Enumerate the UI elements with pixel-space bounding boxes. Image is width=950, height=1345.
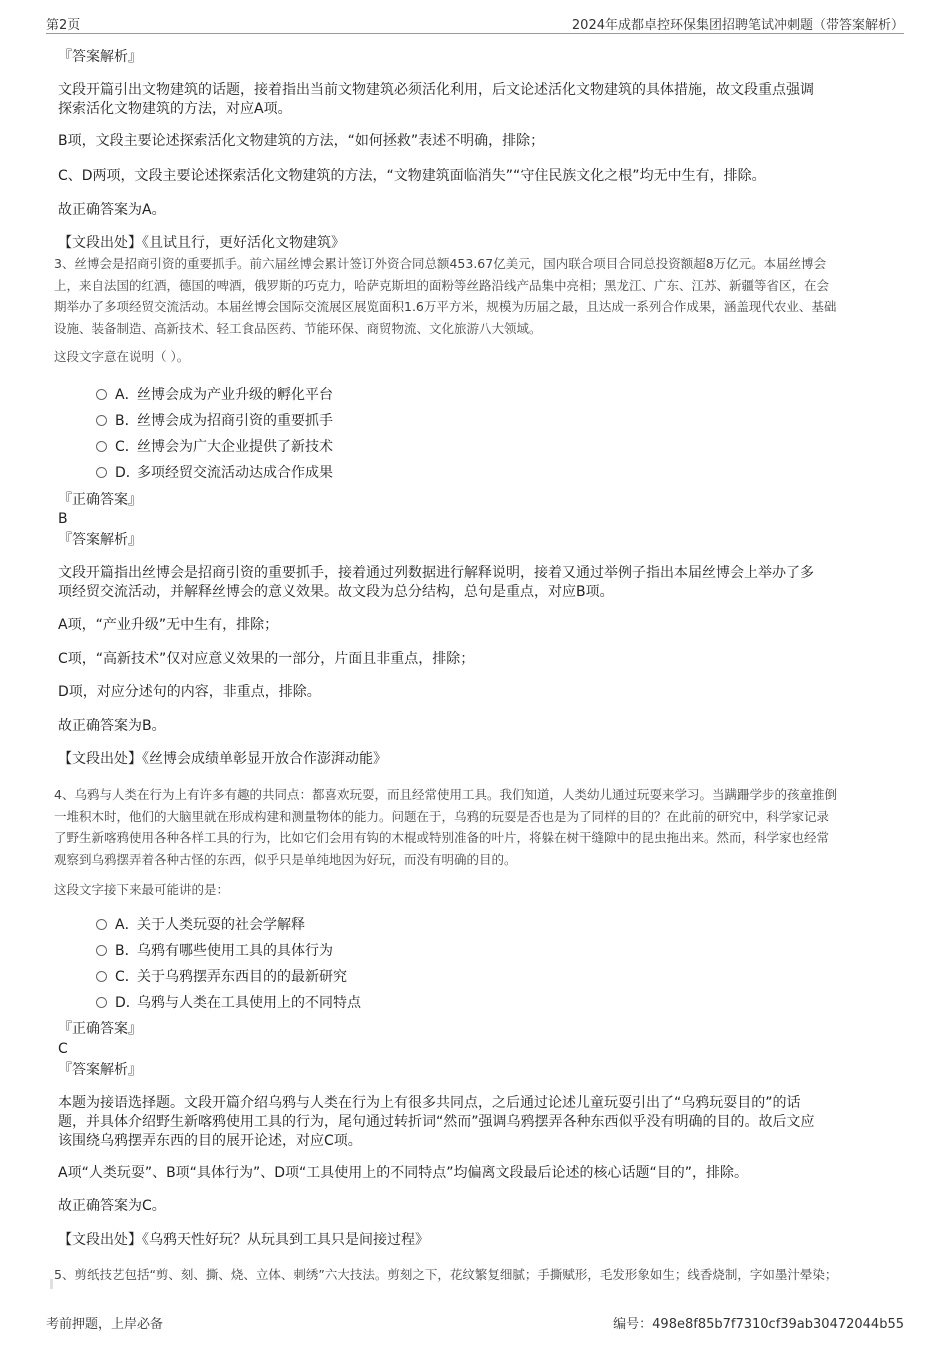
analysis-label: 『答案解析』 [58, 49, 142, 65]
document-title: 2024年成都卓控环保集团招聘笔试冲刺题（带答案解析） [571, 18, 904, 33]
question-4-option-c[interactable]: C．关于乌鸦摆弄东西目的的最新研究 [96, 966, 347, 986]
analysis-line: 探索活化文物建筑的方法，对应A项。 [58, 101, 292, 117]
correct-answer-label: 『正确答案』 [58, 492, 142, 508]
question-4-prompt: 这段文字接下来最可能讲的是： [54, 882, 230, 897]
analysis-options-abd: A项“人类玩耍”、B项“具体行为”、D项“工具使用上的不同特点”均偏离文段最后论述的核心话题“目的”，排除。 [58, 1165, 748, 1181]
question-3-option-a[interactable]: A．丝博会成为产业升级的孵化平台 [96, 384, 333, 404]
footer-slogan: 考前押题，上岸必备 [46, 1317, 164, 1332]
radio-icon[interactable] [96, 971, 107, 982]
radio-icon[interactable] [96, 945, 107, 956]
correct-answer-value: B [58, 511, 68, 527]
radio-icon[interactable] [96, 415, 107, 426]
analysis-line: 该围绕乌鸦摆弄东西的目的展开论述，对应C项。 [58, 1133, 362, 1149]
analysis-option-a: A项，“产业升级”无中生有，排除； [58, 617, 279, 633]
radio-icon[interactable] [96, 441, 107, 452]
analysis-option-cd: C、D两项，文段主要论述探索活化文物建筑的方法，“文物建筑面临消失”“守住民族文化之根”均无中生有，排除。 [58, 168, 766, 184]
question-4-option-d[interactable]: D．乌鸦与人类在工具使用上的不同特点 [96, 992, 361, 1012]
analysis-label: 『答案解析』 [58, 1062, 142, 1078]
source-citation: 【文段出处】《且试且行，更好活化文物建筑》 [58, 235, 345, 251]
radio-icon[interactable] [96, 919, 107, 930]
source-citation: 【文段出处】《乌鸦天性好玩？从玩具到工具只是间接过程》 [58, 1232, 429, 1248]
question-3-prompt: 这段文字意在说明（ ）。 [54, 349, 190, 364]
scroll-marker [50, 1279, 53, 1289]
correct-answer-value: C [58, 1041, 68, 1057]
radio-icon[interactable] [96, 389, 107, 400]
radio-icon[interactable] [96, 997, 107, 1008]
analysis-line: 项经贸交流活动，并解释丝博会的意义效果。故文段为总分结构，总句是重点，对应B项。 [58, 584, 614, 600]
question-3-option-c[interactable]: C．丝博会为广大企业提供了新技术 [96, 436, 333, 456]
document-id: 编号：498e8f85b7f7310cf39ab30472044b55 [613, 1317, 904, 1332]
analysis-line: 文段开篇引出文物建筑的话题，接着指出当前文物建筑必须活化利用，后文论述活化文物建筑的具体措施，故文段重点强调 [58, 82, 814, 98]
header-divider [46, 33, 904, 34]
question-4-text: 4、乌鸦与人类在行为上有许多有趣的共同点：都喜欢玩耍，而且经常使用工具。我们知道，人类幼儿通过玩耍来学习。当蹒跚学步的孩童推倒 一堆积木时，他们的大脑里就在形成构建和测量物体的能力。问题在于，乌鸦的玩耍是否也是为了同样的目的？在此前的研究中，科学家记录 了野生新喀鸦使用各种各样工具的行为，比如它们会用有钩的木棍或特别准备的叶片，将躲在树干缝隙中的昆虫拖出来。然而，科学家也经常 观察到乌鸦摆弄着各种古怪的东西，似乎只是单纯地因为好玩，而没有明确的目的。 [54, 787, 837, 867]
question-3-option-b[interactable]: B．丝博会成为招商引资的重要抓手 [96, 410, 333, 430]
radio-icon[interactable] [96, 467, 107, 478]
analysis-label: 『答案解析』 [58, 532, 142, 548]
question-3-option-d[interactable]: D．多项经贸交流活动达成合作成果 [96, 462, 333, 482]
question-5-text: 5、剪纸技艺包括“剪、刻、撕、烧、立体、刺绣”六大技法。剪刻之下，花纹繁复细腻；手撕赋形，毛发形象如生；线香烧制，字如墨汁晕染； [54, 1267, 838, 1282]
analysis-conclusion: 故正确答案为A。 [58, 202, 166, 218]
page-number: 第2页 [46, 18, 81, 33]
correct-answer-label: 『正确答案』 [58, 1021, 142, 1037]
analysis-line: 本题为接语选择题。文段开篇介绍乌鸦与人类在行为上有很多共同点，之后通过论述儿童玩耍引出了“乌鸦玩耍目的”的话 [58, 1095, 801, 1111]
analysis-line: 题，并具体介绍野生新喀鸦使用工具的行为，尾句通过转折词“然而”强调乌鸦摆弄各种东西似乎没有明确的目的。故后文应 [58, 1114, 815, 1130]
source-citation: 【文段出处】《丝博会成绩单彰显开放合作澎湃动能》 [58, 751, 387, 767]
analysis-option-b: B项，文段主要论述探索活化文物建筑的方法，“如何拯救”表述不明确，排除； [58, 133, 545, 149]
analysis-conclusion: 故正确答案为B。 [58, 718, 166, 734]
question-3-text: 3、丝博会是招商引资的重要抓手。前六届丝博会累计签订外资合同总额453.67亿美元，国内联合项目合同总投资额超8万亿元。本届丝博会 上，来自法国的红酒，德国的啤酒，俄罗斯的巧克力，哈萨克斯坦的面粉等丝路沿线产品集中亮相；黑龙江、广东、江苏、新疆等省区，在会 期举办了多项经贸交流活动。本届丝博会国际交流展区展览面积1.6万平方米，规模为历届之最，且达成一系列合作成果，涵盖现代农业、基础 设施、装备制造、高新技术、轻工食品医药、节能环保、商贸物流、文化旅游八大领域。 [54, 256, 837, 336]
analysis-option-c: C项，“高新技术”仅对应意义效果的一部分，片面且非重点，排除； [58, 651, 475, 667]
question-4-option-b[interactable]: B．乌鸦有哪些使用工具的具体行为 [96, 940, 333, 960]
analysis-option-d: D项，对应分述句的内容，非重点，排除。 [58, 684, 321, 700]
question-4-option-a[interactable]: A．关于人类玩耍的社会学解释 [96, 914, 305, 934]
analysis-line: 文段开篇指出丝博会是招商引资的重要抓手，接着通过列数据进行解释说明，接着又通过举例子指出本届丝博会上举办了多 [58, 565, 814, 581]
analysis-conclusion: 故正确答案为C。 [58, 1198, 166, 1214]
